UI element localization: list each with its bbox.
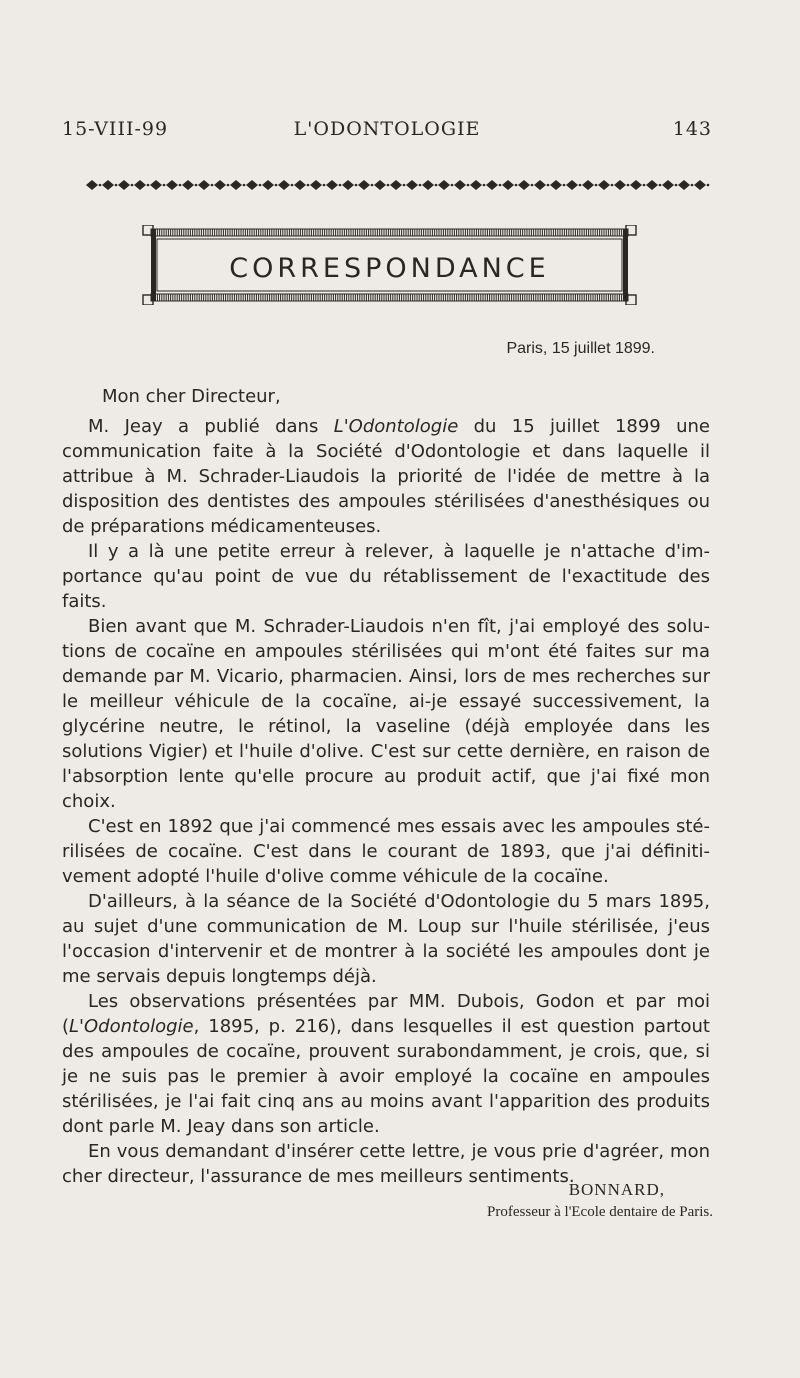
letter-body <box>62 384 710 1189</box>
section-title-frame <box>141 225 638 305</box>
section-title: CORRESPONDANCE <box>229 253 550 284</box>
affiliation: Professeur à l'Ecole dentaire de Paris. <box>487 1204 713 1220</box>
signature: BONNARD, <box>568 1180 665 1199</box>
header-date: 15-VIII-99 <box>62 118 169 140</box>
greeting: Mon cher Directeur, <box>102 386 281 407</box>
running-header <box>62 118 712 148</box>
paragraph: D'ailleurs, à la séance de la Société d'Odontologie du 5 mars 1895, au sujet d'une communication de M. Loup sur l'huile stérilisée, j'eus l'occasion d'intervenir et de montrer à la société les ampoules dont je me servais depuis longtemps déjà. <box>62 891 710 987</box>
page-number: 143 <box>672 118 712 140</box>
paragraph: Bien avant que M. Schrader-Liaudois n'en fît, j'ai employé des solutions de cocaïne en ampoules stérilisées qui m'ont été faites sur ma demande par M. Vicario, pharmacien. Ainsi, lors de mes recherches sur le meilleur véhicule de la cocaïne, ai-je essayé successivement, la glycérine neutre, le rétinol, la vaseline (déjà employée dans les solutions Vigier) et l'huile d'olive. C'est sur cette dernière, en raison de l'absorption lente qu'elle procure au produit actif, que j'ai fixé mon choix. <box>62 616 710 812</box>
dateline: Paris, 15 juillet 1899. <box>506 340 655 357</box>
paragraph: En vous demandant d'insérer cette lettre, je vous prie d'agréer, mon cher directeur, l'assurance de mes meilleurs sentiments. <box>62 1141 710 1187</box>
paragraph: M. Jeay a publié dans L'Odontologie du 15 juillet 1899 une communication faite à la Société d'Odontologie et dans laquelle il attribue à M. Schrader-Liaudois la priorité de l'idée de mettre à la disposition des dentistes des ampoules stérilisées d'anesthésiques ou de préparations médicamenteuses. <box>62 416 710 537</box>
ornamental-rule <box>82 178 710 192</box>
paragraph: Il y a là une petite erreur à relever, à laquelle je n'attache d'importance qu'au point de vue du rétablissement de l'exactitude des faits. <box>62 541 710 612</box>
paragraph: Les observations présentées par MM. Dubois, Godon et par moi (L'Odontologie, 1895, p. 216), dans lesquelles il est question partout des ampoules de cocaïne, prouvent surabondamment, je crois, que, si je ne suis pas le premier à avoir employé la cocaïne en ampoules stérilisées, je l'ai fait cinq ans au moins avant l'apparition des produits dont parle M. Jeay dans son article. <box>62 991 710 1137</box>
paragraph: C'est en 1892 que j'ai commencé mes essais avec les ampoules stérilisées de cocaïne. C'est dans le courant de 1893, que j'ai définitivement adopté l'huile d'olive comme véhicule de la cocaïne. <box>62 816 710 887</box>
journal-title: L'ODONTOLOGIE <box>293 118 481 140</box>
